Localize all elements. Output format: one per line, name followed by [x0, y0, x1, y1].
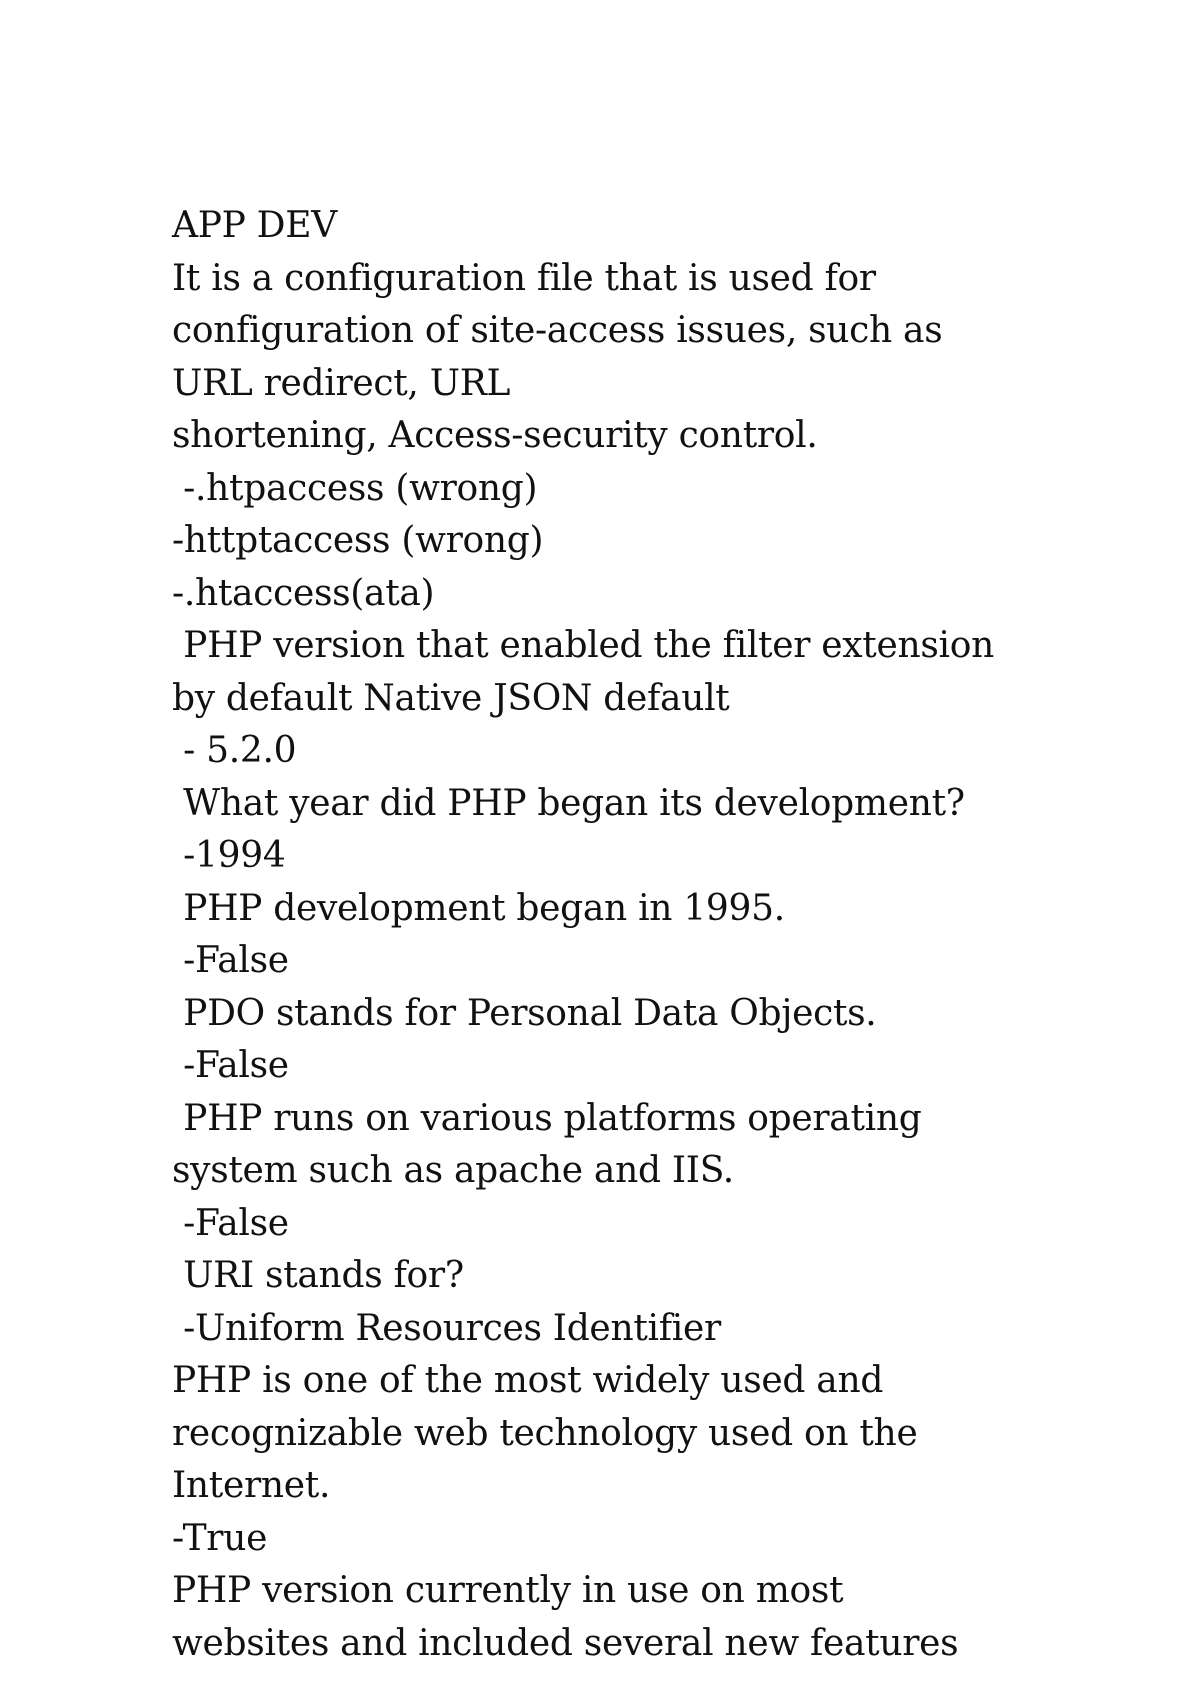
- text-line: configuration of site-access issues, such as: [172, 310, 943, 351]
- answer-line: -False: [172, 1045, 289, 1086]
- answer-line: -False: [172, 940, 289, 981]
- answer-line: -Uniform Resources Identifier: [172, 1307, 721, 1349]
- text-line: shortening, Access-security control.: [172, 415, 818, 456]
- text-line: It is a configuration file that is used for: [172, 257, 876, 299]
- answer-line: -.htpaccess (wrong): [172, 467, 538, 509]
- question-line: PHP runs on various platforms operating: [172, 1097, 922, 1139]
- question-line: PHP development began in 1995.: [172, 887, 785, 929]
- question-line: websites and included several new features: [172, 1622, 959, 1664]
- document-title: APP DEV: [172, 205, 337, 246]
- answer-line: -True: [172, 1517, 268, 1559]
- question-line: What year did PHP began its development?: [172, 782, 965, 824]
- answer-line: -1994: [172, 835, 286, 876]
- question-line: system such as apache and IIS.: [172, 1150, 734, 1191]
- text-line: URL redirect, URL: [172, 362, 511, 404]
- question-line: URI stands for?: [172, 1255, 464, 1296]
- question-line: by default Native JSON default: [172, 677, 730, 719]
- question-line: PHP version currently in use on most: [172, 1570, 844, 1611]
- answer-line: -False: [172, 1202, 289, 1244]
- question-line: recognizable web technology used on the: [172, 1412, 918, 1454]
- question-line: PHP version that enabled the filter extension: [172, 625, 994, 666]
- answer-line: -.htaccess(ata): [172, 572, 435, 614]
- question-line: PDO stands for Personal Data Objects.: [172, 992, 877, 1034]
- answer-line: - 5.2.0: [172, 730, 297, 771]
- answer-line: -httptaccess (wrong): [172, 520, 544, 561]
- question-line: Internet.: [172, 1465, 331, 1506]
- question-line: PHP is one of the most widely used and: [172, 1360, 884, 1401]
- document-page: [172, 200, 1072, 1670]
